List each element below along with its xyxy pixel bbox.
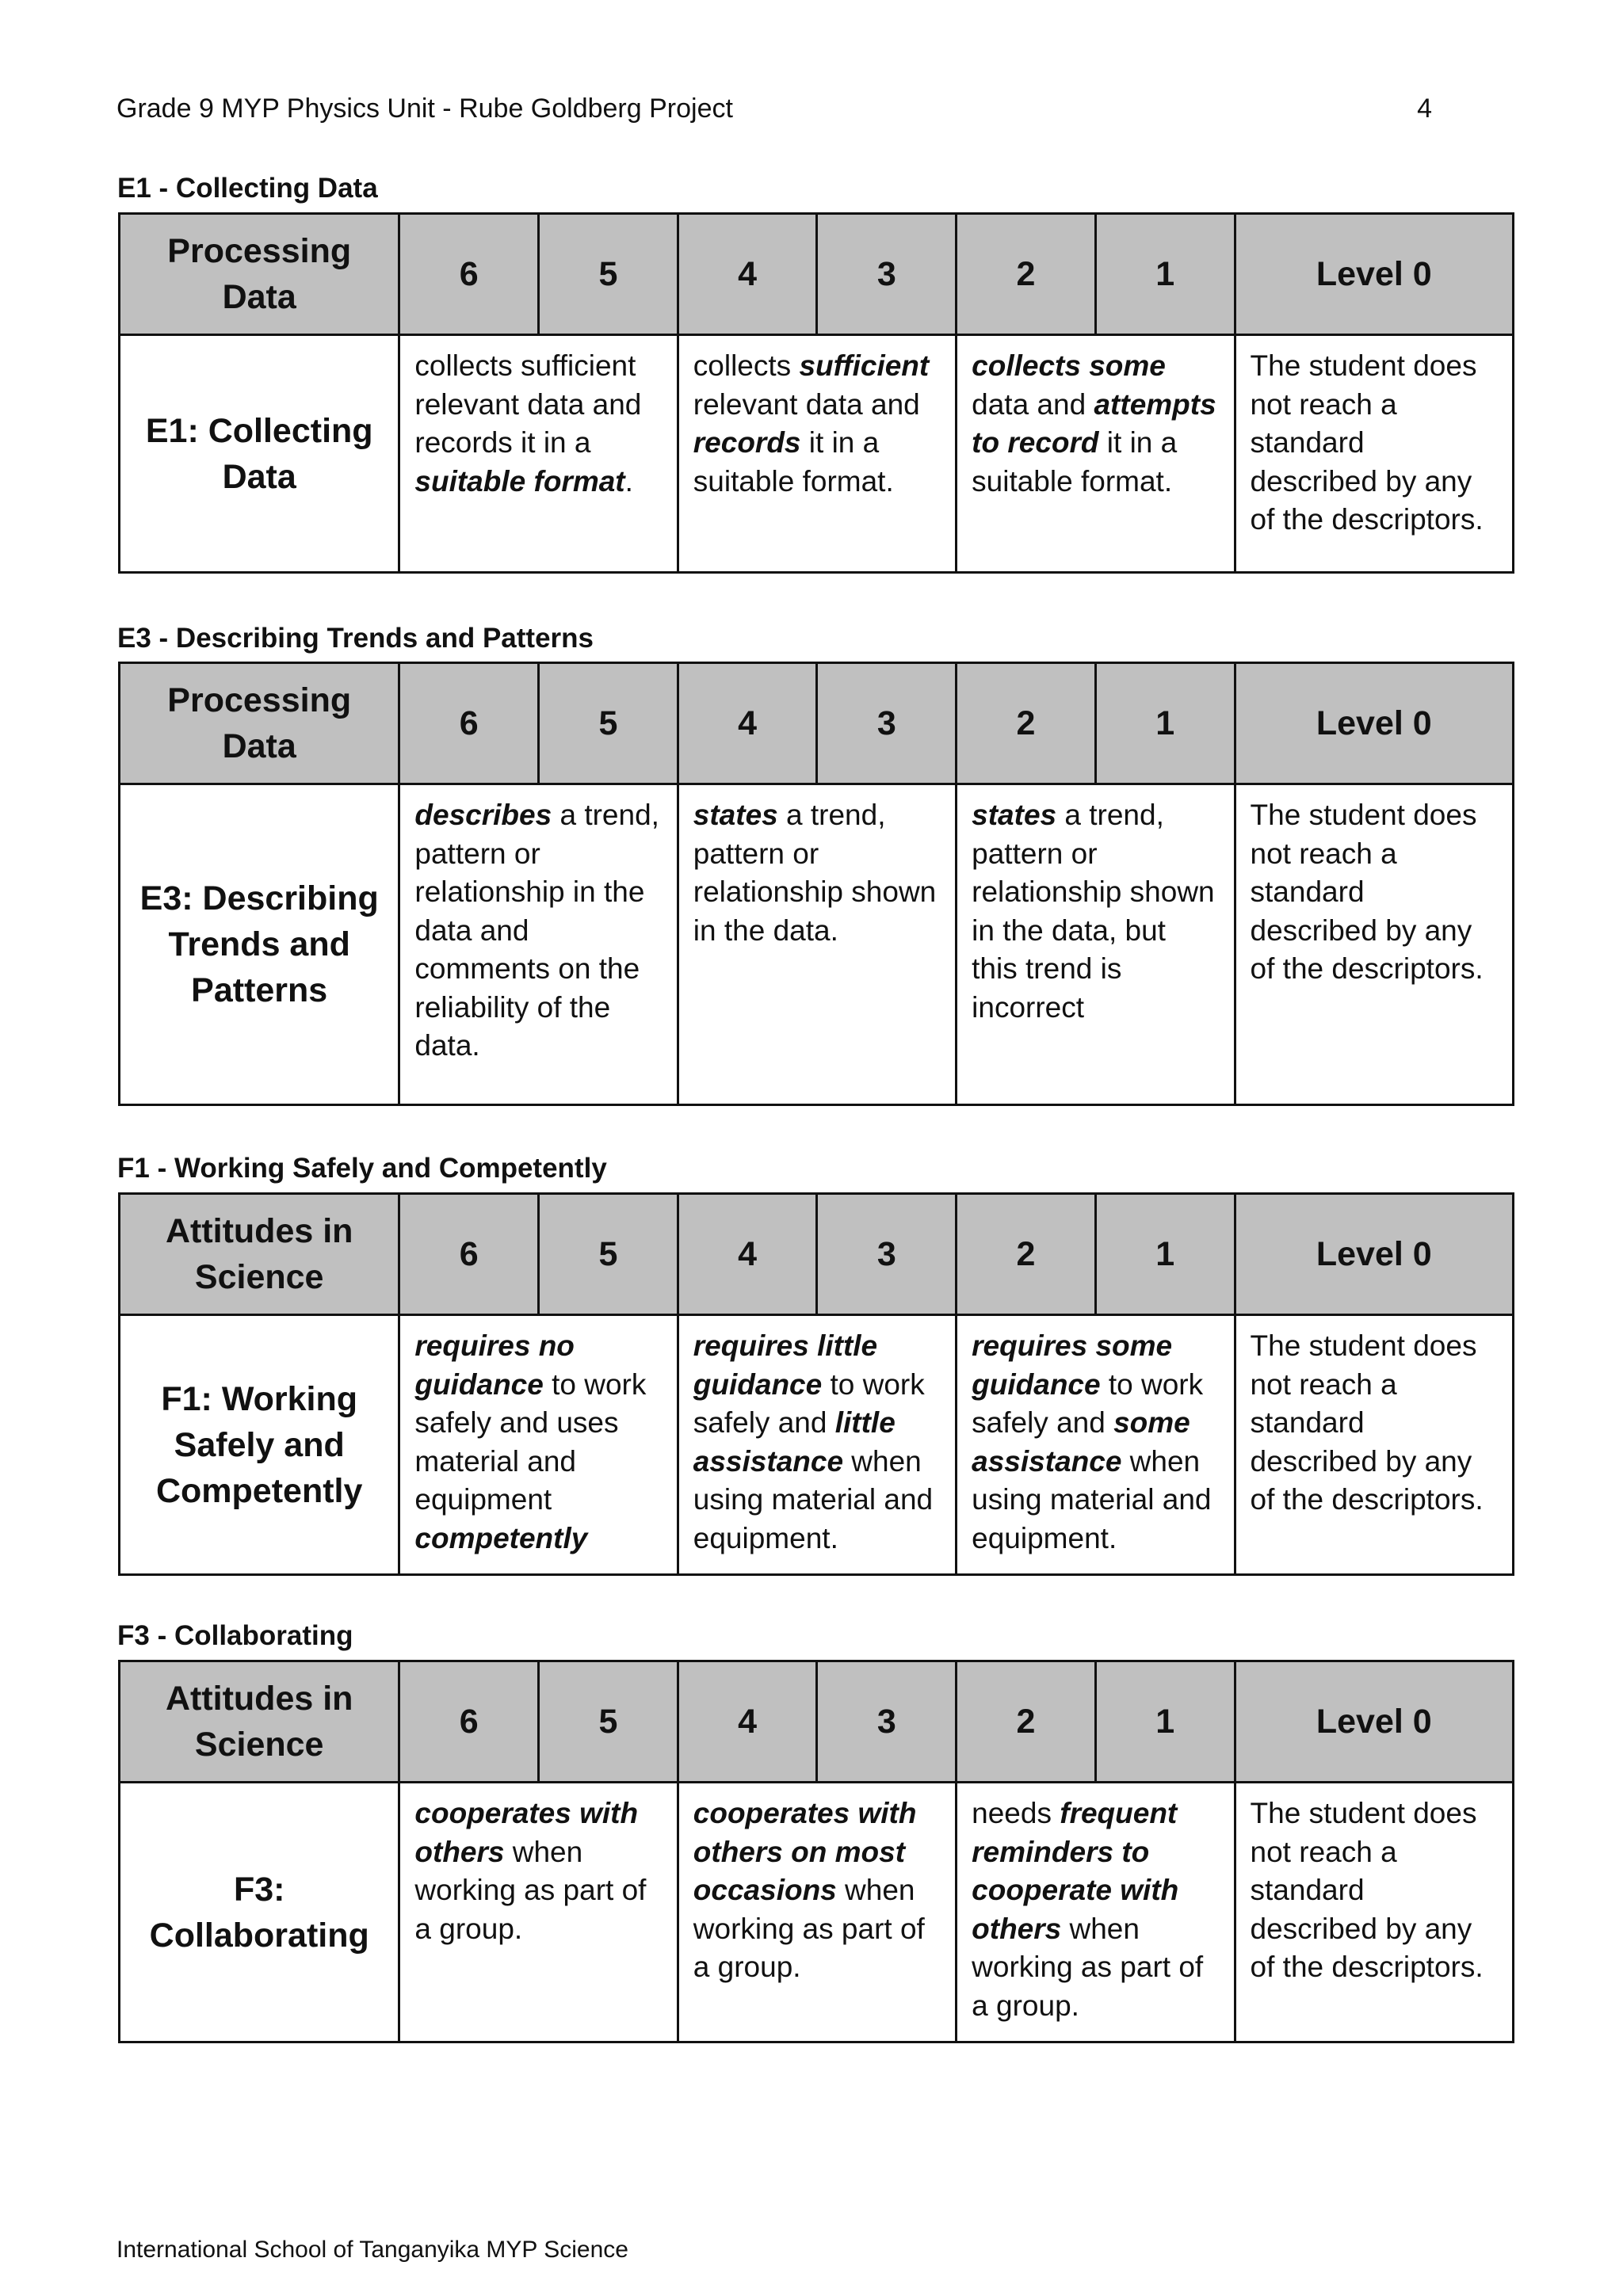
criterion-label: E1: Collecting Data	[120, 335, 399, 573]
descriptor-level-3-4	[678, 1783, 956, 2042]
level-2-header: 2	[957, 1661, 1096, 1783]
descriptor-level-1-2	[957, 1783, 1235, 2042]
level-6-header: 6	[399, 1194, 539, 1315]
level-1-header: 1	[1095, 214, 1235, 335]
emphasis-text: collects some	[972, 349, 1166, 382]
strand-header: Attitudes in Science	[120, 1661, 399, 1783]
level-1-header: 1	[1095, 1194, 1235, 1315]
level-5-header: 5	[539, 214, 678, 335]
descriptor-text: relevant data and	[693, 387, 920, 421]
rubric-header-row	[120, 1661, 1514, 1783]
descriptor-text: The student does not reach a standard described by any of the descriptors.	[1250, 1797, 1484, 1983]
level-2-header: 2	[957, 1194, 1096, 1315]
descriptor-text: a trend, pattern or relationship shown in the data.	[693, 799, 937, 947]
descriptor-level-1-2	[957, 335, 1235, 573]
rubric-table	[118, 662, 1514, 1106]
emphasis-text: frequent reminders to cooperate with others	[972, 1797, 1179, 1945]
descriptor-level-1-2	[957, 1315, 1235, 1575]
rubric-table	[118, 1192, 1514, 1576]
level-1-header: 1	[1095, 663, 1235, 784]
section-heading: F1 - Working Safely and Competently	[117, 1153, 607, 1184]
page-number: 4	[1417, 93, 1432, 124]
strand-header: Processing Data	[120, 663, 399, 784]
rubric-table	[118, 212, 1514, 574]
descriptor-level-3-4	[678, 335, 956, 573]
emphasis-text: describes	[414, 799, 552, 831]
emphasis-text: requires little guidance	[693, 1329, 878, 1401]
descriptor-text: when working as part of a group.	[414, 1835, 647, 1945]
criterion-label: F3: Collaborating	[120, 1783, 399, 2042]
emphasis-text: requires some guidance	[972, 1329, 1173, 1401]
descriptor-level-0	[1235, 335, 1513, 573]
level-4-header: 4	[678, 1194, 817, 1315]
level-4-header: 4	[678, 1661, 817, 1783]
descriptor-level-0	[1235, 1783, 1513, 2042]
emphasis-text: states	[693, 799, 778, 831]
level-3-header: 3	[817, 663, 957, 784]
level-4-header: 4	[678, 214, 817, 335]
level-5-header: 5	[539, 663, 678, 784]
emphasis-text: states	[972, 799, 1057, 831]
descriptor-level-3-4	[678, 1315, 956, 1575]
level-5-header: 5	[539, 1661, 678, 1783]
level-6-header: 6	[399, 214, 539, 335]
emphasis-text: cooperates with others on most occasions	[693, 1797, 917, 1906]
descriptor-level-0	[1235, 1315, 1513, 1575]
descriptor-level-1-2	[957, 784, 1235, 1105]
level-1-header: 1	[1095, 1661, 1235, 1783]
descriptor-level-5-6	[399, 1783, 678, 2042]
level-0-header: Level 0	[1235, 1661, 1513, 1783]
emphasis-text: cooperates with others	[414, 1797, 639, 1868]
level-3-header: 3	[817, 214, 957, 335]
rubric-descriptor-row	[120, 1315, 1514, 1575]
descriptor-text: needs	[972, 1797, 1060, 1829]
level-6-header: 6	[399, 663, 539, 784]
descriptor-text: to work safely and	[972, 1367, 1204, 1439]
section-heading: F3 - Collaborating	[117, 1620, 353, 1651]
descriptor-text: The student does not reach a standard described by any of the descriptors.	[1250, 349, 1484, 536]
descriptor-level-0	[1235, 784, 1513, 1105]
strand-header: Processing Data	[120, 214, 399, 335]
rubric-header-row	[120, 214, 1514, 335]
descriptor-text: .	[624, 464, 633, 498]
page-footer: International School of Tanganyika MYP Science	[116, 2237, 628, 2263]
descriptor-text: when working as part of a group.	[972, 1912, 1204, 2022]
section-heading: E1 - Collecting Data	[117, 173, 378, 204]
criterion-label: F1: Working Safely and Competently	[120, 1315, 399, 1575]
level-3-header: 3	[817, 1661, 957, 1783]
emphasis-text: records	[693, 426, 801, 459]
rubric-descriptor-row	[120, 1783, 1514, 2042]
descriptor-text: when using material and equipment.	[693, 1444, 934, 1554]
descriptor-text: a trend, pattern or relationship shown in the data, but this trend is incorrect	[972, 799, 1215, 1024]
level-4-header: 4	[678, 663, 817, 784]
level-2-header: 2	[957, 663, 1096, 784]
descriptor-text: collects sufficient relevant data and records it in a	[414, 349, 642, 459]
emphasis-text: requires no guidance	[414, 1329, 575, 1401]
emphasis-text: sufficient	[799, 349, 930, 382]
descriptor-text: when working as part of a group.	[693, 1874, 925, 1983]
emphasis-text: competently	[414, 1521, 588, 1554]
descriptor-text: it in a suitable format.	[693, 426, 894, 498]
level-5-header: 5	[539, 1194, 678, 1315]
descriptor-level-5-6	[399, 335, 678, 573]
descriptor-text: it in a suitable format.	[972, 426, 1178, 498]
descriptor-text: collects	[693, 349, 800, 382]
emphasis-text: attempts to record	[972, 387, 1216, 459]
descriptor-level-5-6	[399, 784, 678, 1105]
level-2-header: 2	[957, 214, 1096, 335]
rubric-header-row	[120, 663, 1514, 784]
descriptor-text: to work safely and uses material and equipment	[414, 1367, 647, 1516]
descriptor-text: data and	[972, 387, 1094, 421]
descriptor-text: when using material and equipment.	[972, 1444, 1212, 1554]
descriptor-text: The student does not reach a standard described by any of the descriptors.	[1250, 799, 1484, 985]
emphasis-text: suitable format	[414, 464, 625, 498]
criterion-label: E3: Describing Trends and Patterns	[120, 784, 399, 1105]
descriptor-text: to work safely and	[693, 1367, 925, 1439]
rubric-header-row	[120, 1194, 1514, 1315]
page-header	[116, 93, 1432, 133]
emphasis-text: little assistance	[693, 1406, 896, 1478]
descriptor-text: The student does not reach a standard described by any of the descriptors.	[1250, 1329, 1484, 1516]
level-0-header: Level 0	[1235, 1194, 1513, 1315]
descriptor-level-5-6	[399, 1315, 678, 1575]
level-3-header: 3	[817, 1194, 957, 1315]
level-0-header: Level 0	[1235, 663, 1513, 784]
rubric-table	[118, 1660, 1514, 2043]
rubric-descriptor-row	[120, 784, 1514, 1105]
document-title: Grade 9 MYP Physics Unit - Rube Goldberg Project	[116, 93, 733, 124]
emphasis-text: some assistance	[972, 1406, 1190, 1478]
section-heading: E3 - Describing Trends and Patterns	[117, 623, 594, 654]
rubric-descriptor-row	[120, 335, 1514, 573]
descriptor-level-3-4	[678, 784, 956, 1105]
level-6-header: 6	[399, 1661, 539, 1783]
level-0-header: Level 0	[1235, 214, 1513, 335]
descriptor-text: a trend, pattern or relationship in the data and comments on the reliability of the data.	[414, 799, 659, 1062]
strand-header: Attitudes in Science	[120, 1194, 399, 1315]
